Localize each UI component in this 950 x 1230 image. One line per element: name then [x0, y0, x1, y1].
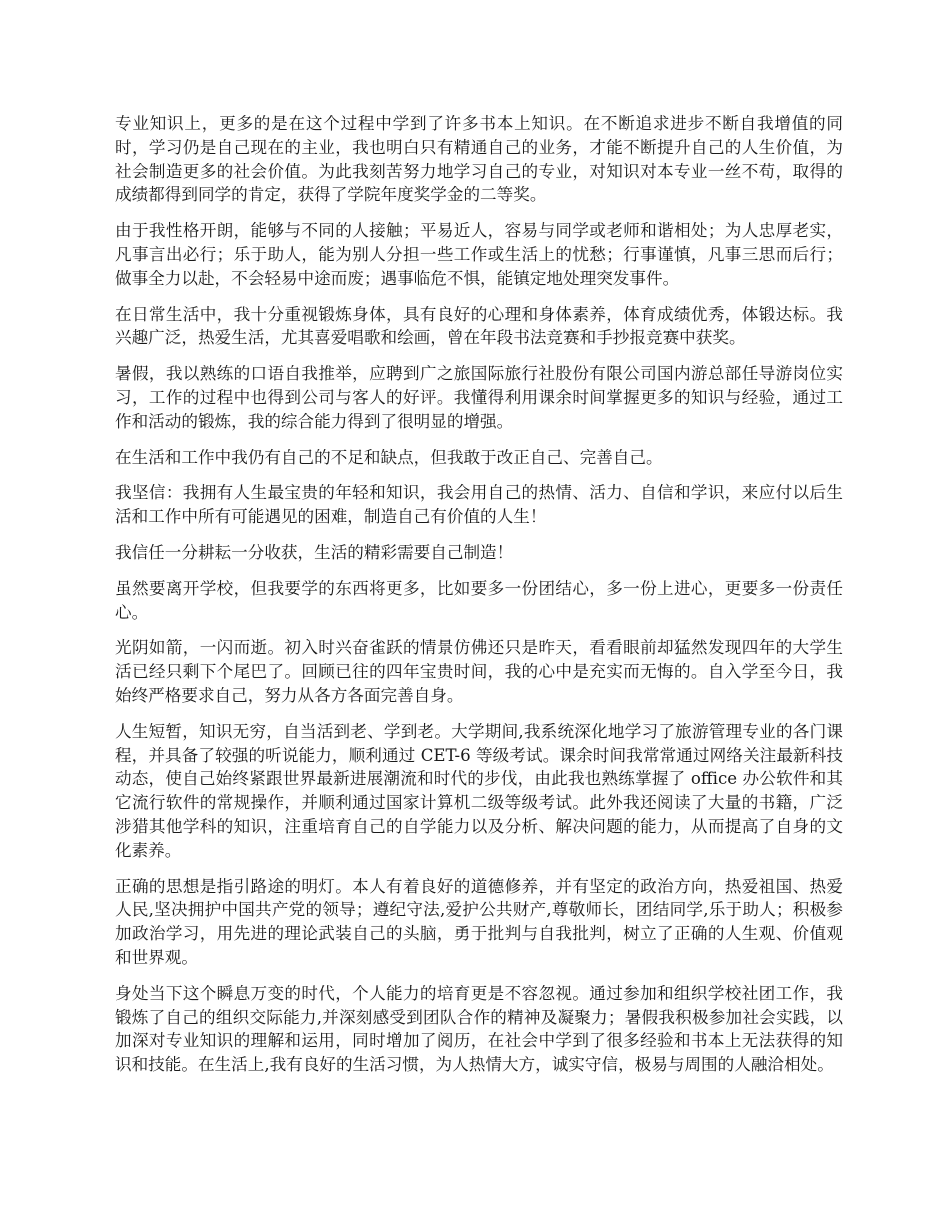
paragraph-7: 我信任一分耕耘一分收获，生活的精彩需要自己制造！ [115, 542, 514, 562]
paragraph-11: 正确的思想是指引路途的明灯。本人有着良好的道德修养，并有坚定的政治方向，热爱祖国、热爱人民,坚决拥护中国共产党的领导；遵纪守法,爱护公共财产,尊敬师长，团结同学,乐于助人；积极参加政治学习，用先进的理论武装自己的头脑，勇于批判与自我批判，树立了正确的人生观、价值观和世界观。 [115, 876, 843, 967]
paragraph-8: 虽然要离开学校，但我要学的东西将更多，比如要多一份团结心，多一份上进心，更要多一份责任心。 [115, 578, 843, 622]
paragraph-6: 我坚信：我拥有人生最宝贵的年轻和知识，我会用自己的热情、活力、自信和学识，来应付以后生活和工作中所有可能遇见的困难，制造自己有价值的人生！ [115, 483, 843, 527]
paragraph-4: 暑假，我以熟练的口语自我推举，应聘到广之旅国际旅行社股份有限公司国内游总部任导游岗位实习，工作的过程中也得到公司与客人的好评。我懂得利用课余时间掌握更多的知识与经验，通过工作和活动的锻炼，我的综合能力得到了很明显的增强。 [115, 364, 843, 431]
paragraph-12: 身处当下这个瞬息万变的时代，个人能力的培育更是不容忽视。通过参加和组织学校社团工作，我锻炼了自己的组织交际能力,并深刻感受到团队合作的精神及凝聚力；暑假我积极参加社会实践，以加深对专业知识的理解和运用，同时增加了阅历，在社会中学到了很多经验和书本上无法获得的知识和技能。在生活上,我有良好的生活习惯，为人热情大方，诚实守信，极易与周围的人融洽相处。 [115, 983, 843, 1075]
paragraph-1: 专业知识上，更多的是在这个过程中学到了许多书本上知识。在不断追求进步不断自我增值的同时，学习仍是自己现在的主业，我也明白只有精通自己的业务，才能不断提升自己的人生价值，为社会制造更多的社会价值。为此我刻苦努力地学习自己的专业，对知识对本专业一丝不苟，取得的成绩都得到同学的肯定，获得了学院年度奖学金的二等奖。 [115, 114, 843, 205]
paragraph-10: 人生短暂，知识无穷，自当活到老、学到老。大学期间,我系统深化地学习了旅游管理专业的各门课程，并具备了较强的听说能力，顺利通过 CET-6 等级考试。课余时间我常常通过网络关注最新科技动态，使自己始终紧跟世界最新进展潮流和时代的步伐，由此我也熟练掌握了 office 办公软件和其它流行软件的常规操作，并顺利通过国家计算机二级等级考试。此外我还阅读了大量的书籍，广泛涉猎其他学科的知识，注重培育自己的自学能力以及分析、解决问题的能力，从而提高了自身的文化素养。 [115, 721, 843, 860]
paragraph-9: 光阴如箭，一闪而逝。初入时兴奋雀跃的情景仿佛还只是昨天，看看眼前却猛然发现四年的大学生活已经只剩下个尾巴了。回顾已往的四年宝贵时间，我的心中是充实而无悔的。自入学至今日，我始终严格要求自己，努力从各方各面完善自身。 [115, 638, 843, 705]
paragraph-2: 由于我性格开朗，能够与不同的人接触；平易近人，容易与同学或老师和谐相处；为人忠厚老实，凡事言出必行；乐于助人，能为别人分担一些工作或生活上的忧愁；行事谨慎，凡事三思而后行；做事全力以赴，不会轻易中途而废；遇事临危不惧，能镇定地处理突发事件。 [115, 221, 843, 288]
document-body [115, 112, 843, 1089]
paragraph-5: 在生活和工作中我仍有自己的不足和缺点，但我敢于改正自己、完善自己。 [115, 447, 663, 467]
paragraph-3: 在日常生活中，我十分重视锻炼身体，具有良好的心理和身体素养，体育成绩优秀，体锻达标。我兴趣广泛，热爱生活，尤其喜爱唱歌和绘画，曾在年段书法竞赛和手抄报竞赛中获奖。 [115, 304, 843, 348]
